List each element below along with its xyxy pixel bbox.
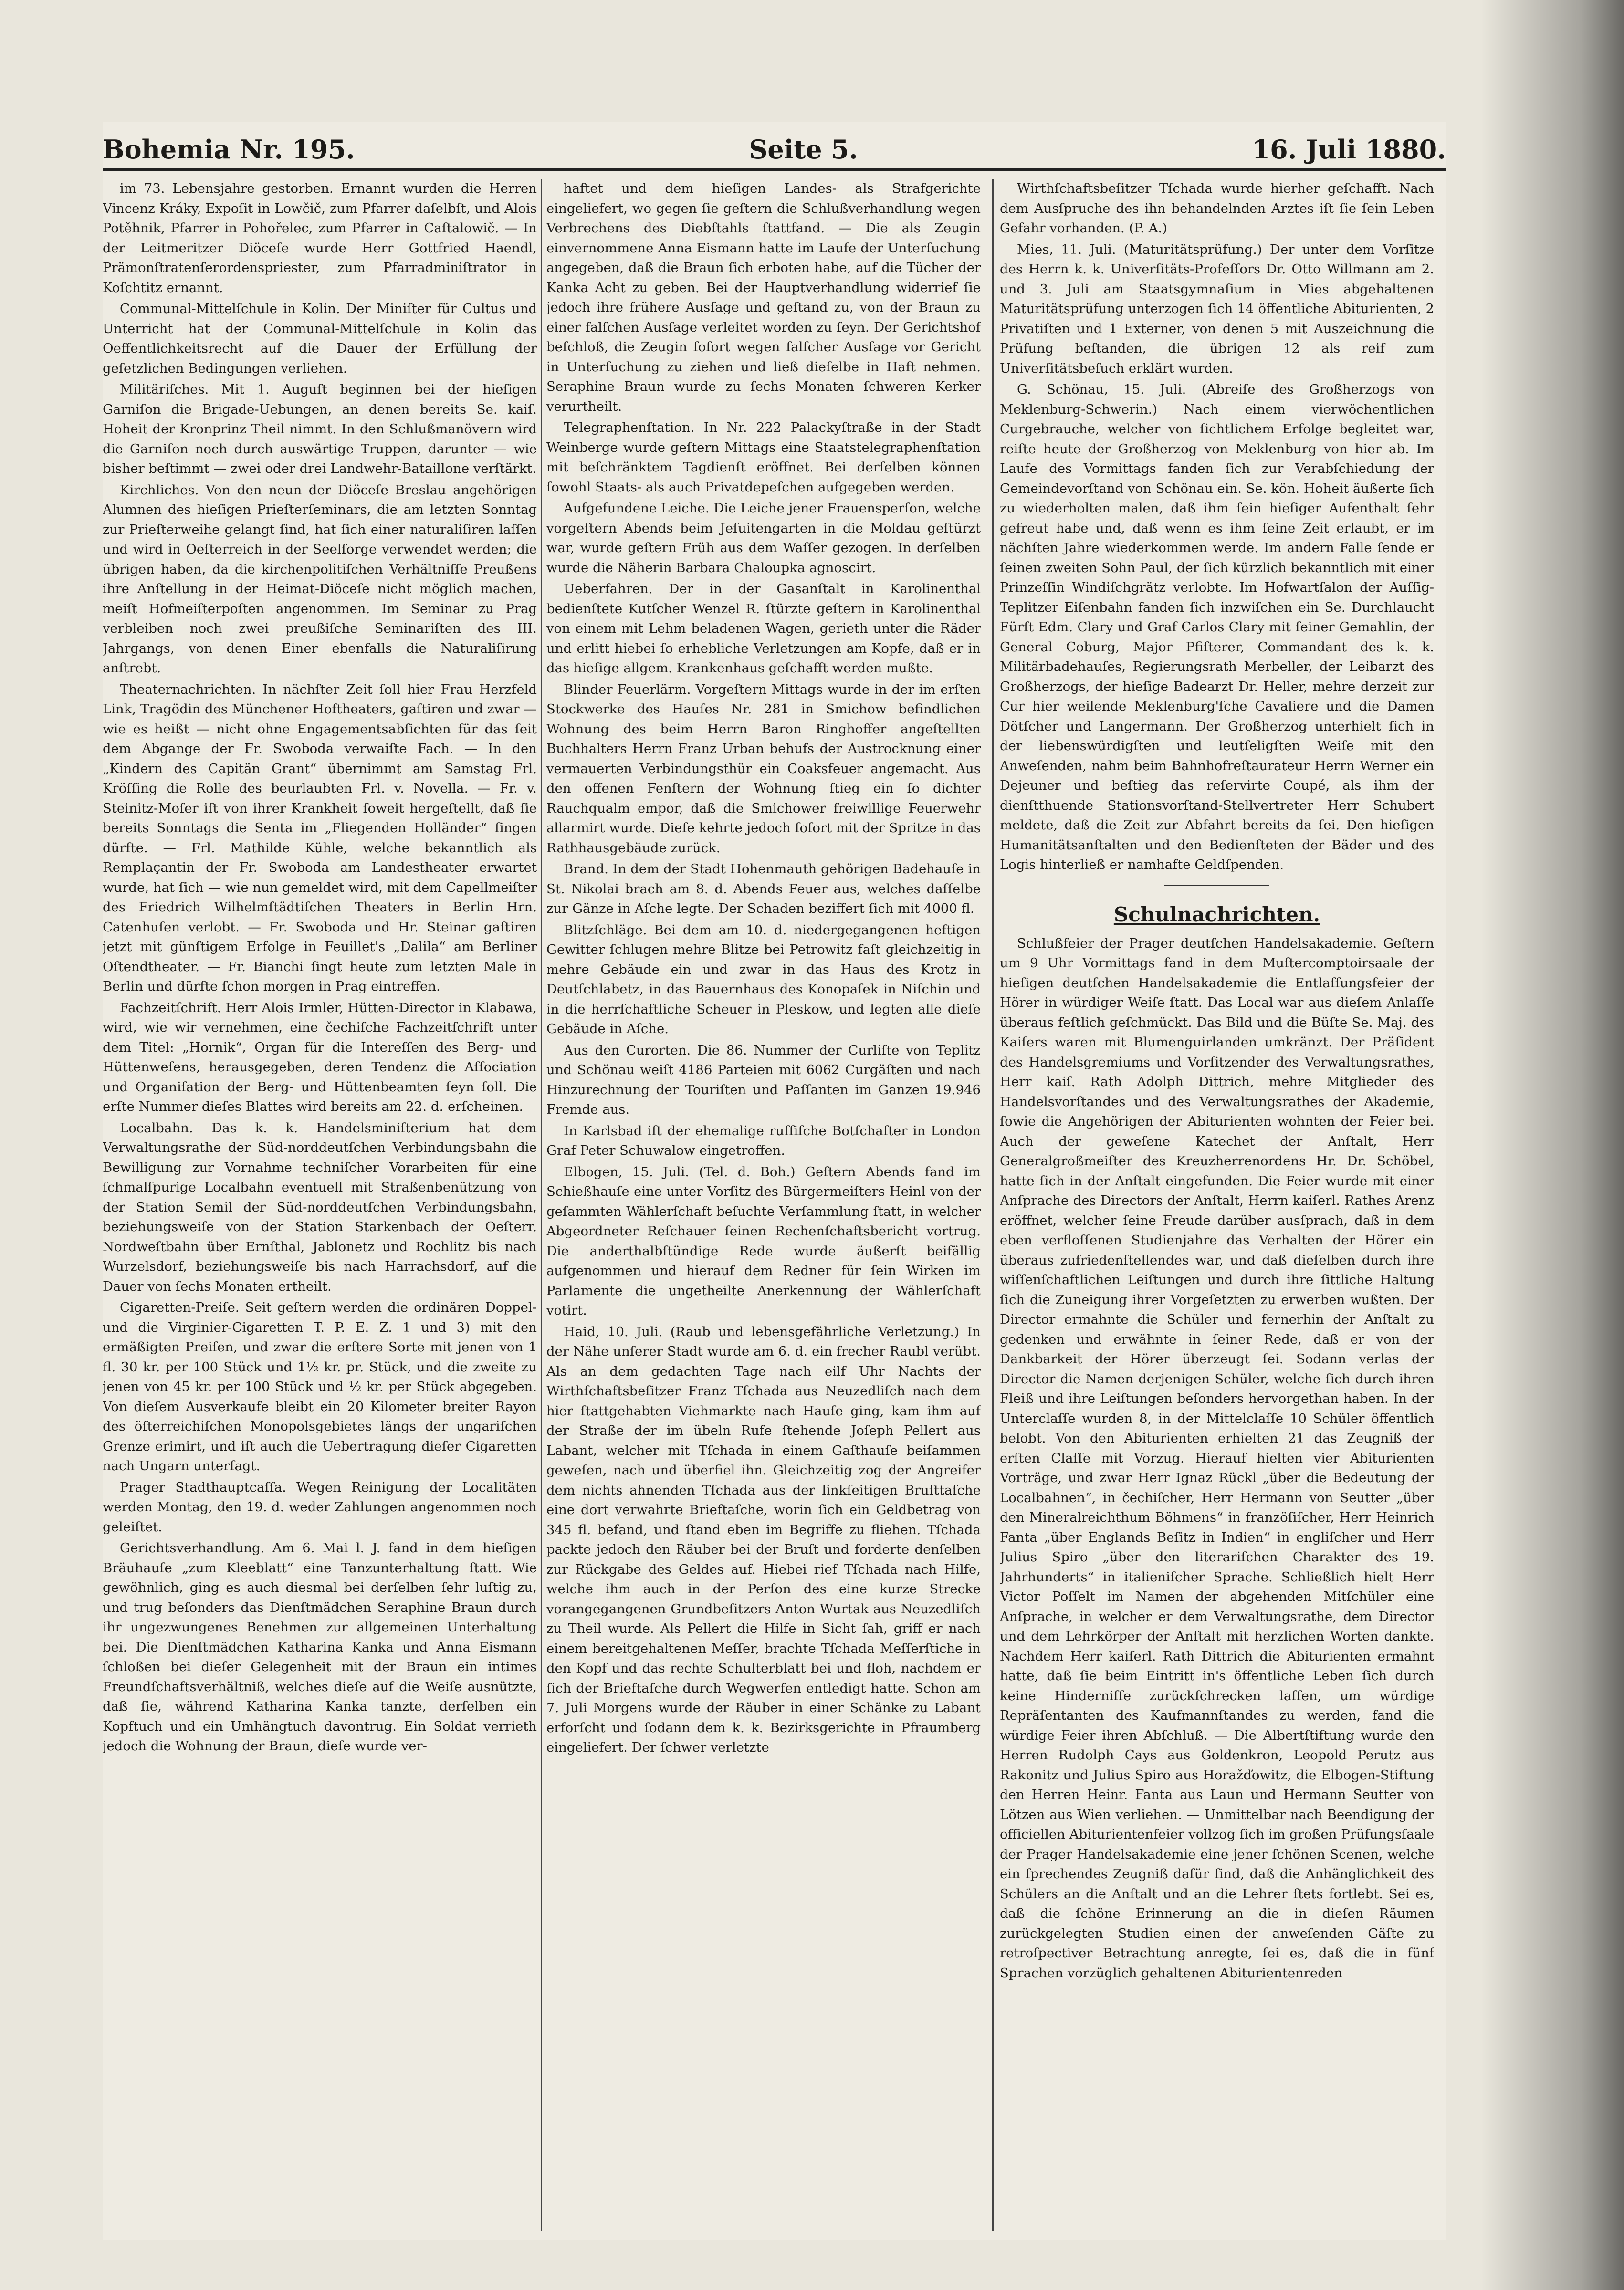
paper-issue: Bohemia Nr. 195. xyxy=(103,134,355,165)
article: In Karlsbad iſt der ehemalige ruſſiſche Botſchafter in London Graf Peter Schuwalow eingetroffen. xyxy=(546,1123,981,1158)
article: Kirchliches. Von den neun der Diöceſe Breslau angehörigen Alumnen des hieſigen Prieſterſeminars, die am letzten Sonntag zur Prieſterweihe gelangt ſind, hat ſich einer naturaliſiren laſſen und wird in Oeſterreich in der Seelſorge verwendet werden; die übrigen haben, da die kirchenpolitiſchen Verhältniſſe Preußens ihre Anſtellung in der Heimat-Diöceſe nicht möglich machen, meiſt Hofmeiſterpoſten angenommen. Im Seminar zu Prag verbleiben noch zwei preußiſche Seminariſten des III. Jahrgangs, von denen Einer ebenfalls die Naturaliſirung anſtrebt. xyxy=(103,482,537,676)
column-2 xyxy=(546,179,981,2231)
article: G. Schönau, 15. Juli. (Abreiſe des Großherzogs von Meklenburg-Schwerin.) Nach einem vierwöchentlichen Curgebrauche, welcher von ſichtlichem Erfolge begleitet war, reiſte heute der Großherzog von Meklenburg von hier ab. Im Laufe des Vormittags fanden ſich zur Verabſchiedung der Gemeindevorſtand von Schönau ein. Se. kön. Hoheit äußerte ſich zu wiederholten malen, daß ihm ſein hieſiger Aufenthalt ſehr gefreut habe und, daß wenn es ihm ſeine Zeit erlaubt, er im nächſten Jahre wiederkommen werde. Im andern Falle ſende er ſeinen zweiten Sohn Paul, der ſich kürzlich bekanntlich mit einer Prinzeſſin Windiſchgrätz verlobte. Im Hofwartſalon der Auſſig-Teplitzer Eiſenbahn fanden ſich inzwiſchen ein Se. Durchlaucht Fürſt Edm. Clary und Graf Carlos Clary mit ſeiner Gemahlin, der General Coburg, Major Pfiſterer, Commandant des k. k. Militärbadehauſes, Regierungsrath Merbeller, der Leibarzt des Großherzogs, der hieſige Badearzt Dr. Heller, mehre derzeit zur Cur hier weilende Meklenburg'ſche Cavaliere und die Damen Dötſcher und Langermann. Der Großherzog unterhielt ſich in der liebenswürdigſten und leutſeligſten Weiſe mit den Anweſenden, nahm beim Bahnhofreſtaurateur Herrn Werner ein Dejeuner und beſtieg das reſervirte Coupé, als ihm der dienſtthuende Stationsvorſtand-Stellvertreter Herr Schubert meldete, daß die Zeit zur Abfahrt bereits da ſei. Den hieſigen Humanitätsanſtalten und den Bedienſteten der Bäder und des Logis hinterließ er namhafte Geldſpenden. xyxy=(1000,382,1434,872)
page-number: Seite 5. xyxy=(749,134,858,165)
article: Fachzeitſchrift. Herr Alois Irmler, Hütten-Director in Klabawa, wird, wie wir vernehmen, eine čechiſche Fachzeitſchrift unter dem Titel: „Hornik“, Organ für die Intereſſen des Berg- und Hüttenweſens, herausgegeben, deren Tendenz die Aſſociation und Organiſation der Berg- und Hüttenbeamten ſeyn ſoll. Die erſte Nummer dieſes Blattes wird bereits am 22. d. erſcheinen. xyxy=(103,1000,537,1114)
article: Haid, 10. Juli. (Raub und lebensgefährliche Verletzung.) In der Nähe unſerer Stadt wurde am 6. d. ein frecher Raubl verübt. Als an dem gedachten Tage nach eilf Uhr Nachts der Wirthſchaftsbeſitzer Franz Tſchada aus Neuzedliſch nach dem hier ſtattgehabten Viehmarkte nach Hauſe ging, kam ihm auf der Straße der im übeln Rufe ſtehende Joſeph Pellert aus Labant, welcher mit Tſchada in einem Gaſthauſe beiſammen geweſen, nach und überfiel ihn. Gleichzeitig zog der Angreifer dem nichts ahnenden Tſchada aus der linkſeitigen Bruſttaſche eine dort verwahrte Brieftaſche, worin ſich ein Geldbetrag von 345 fl. befand, und ſtand eben im Begriffe zu fliehen. Tſchada packte jedoch den Räuber bei der Bruſt und forderte denſelben zur Rückgabe des Geldes auf. Hiebei rief Tſchada nach Hilfe, welche ihm auch in der Perſon des eine kurze Strecke vorangegangenen Grundbeſitzers Anton Wurtak aus Neuzedliſch zu Theil wurde. Als Pellert die Hilfe in Sicht ſah, griff er nach einem bereitgehaltenen Meſſer, brachte Tſchada Meſſerſtiche in den Kopf und das rechte Schulterblatt bei und floh, nachdem er ſich der Brieftaſche durch Wegwerfen entledigt hatte. Schon am 7. Juli Morgens wurde der Räuber in einer Schänke zu Labant erforſcht und ſodann dem k. k. Bezirksgerichte in Pfraumberg eingeliefert. Der ſchwer verletzte xyxy=(546,1324,981,1755)
article: haftet und dem hieſigen Landes- als Strafgerichte eingeliefert, wo gegen ſie geſtern die Schlußverhandlung wegen Verbrechens des Diebſtahls ſtattfand. — Die als Zeugin einvernommene Anna Eismann hatte im Laufe der Unterſuchung angegeben, daß die Braun ſich erboten habe, auf die Tücher der Kanka Acht zu geben. Bei der Hauptverhandlung widerrief ſie jedoch ihre frühere Ausſage und geſtand zu, von der Braun zu einer falſchen Ausſage verleitet worden zu ſeyn. Der Gerichtshof beſchloß, die Zeugin ſofort wegen falſcher Ausſage vor Gericht in Unterſuchung zu ziehen und ließ dieſelbe in Haft nehmen. Seraphine Braun wurde zu ſechs Monaten ſchweren Kerker verurtheilt. xyxy=(546,181,981,414)
separator-rule xyxy=(1164,885,1269,886)
article: Blitzſchläge. Bei dem am 10. d. niedergegangenen heftigen Gewitter ſchlugen mehre Blitze bei Petrowitz faſt gleichzeitig in mehre Gebäude ein und zwar in das Haus des Krotz in Deutſchlabetz, in das Bauernhaus des Konopaſek in Niſchin und in die herrſchaftliche Scheuer in Pleskow, und legten alle dieſe Gebäude in Aſche. xyxy=(546,922,981,1036)
article: Brand. In dem der Stadt Hohenmauth gehörigen Badehauſe in St. Nikolai brach am 8. d. Abends Feuer aus, welches daſſelbe zur Gänze in Aſche legte. Der Schaden beziffert ſich mit 4000 fl. xyxy=(546,861,981,916)
article: Elbogen, 15. Juli. (Tel. d. Boh.) Geſtern Abends fand im Schießhauſe eine unter Vorſitz des Bürgermeiſters Heinl von der geſammten Wählerſchaft beſuchte Verſammlung ſtatt, in welcher Abgeordneter Reſchauer ſeinen Rechenſchaftsbericht vortrug. Die anderthalbſtündige Rede wurde äußerſt beifällig aufgenommen und hierauf dem Redner für ſein Wirken im Parlamente die ungetheilte Anerkennung der Wählerſchaft votirt. xyxy=(546,1164,981,1318)
column-rule xyxy=(992,179,994,2231)
article: Prager Stadthauptcaſſa. Wegen Reinigung der Localitäten werden Montag, den 19. d. weder Zahlungen angenommen noch geleiſtet. xyxy=(103,1479,537,1535)
article: Ueberfahren. Der in der Gasanſtalt in Karolinenthal bedienſtete Kutſcher Wenzel R. ſtürzte geſtern in Karolinenthal von einem mit Lehm beladenen Wagen, gerieth unter die Räder und erlitt hiebei ſo erhebliche Verletzungen am Kopfe, daß er in das hieſige allgem. Krankenhaus geſchafft werden mußte. xyxy=(546,581,981,676)
article: Communal-Mittelſchule in Kolin. Der Miniſter für Cultus und Unterricht hat der Communal-Mittelſchule in Kolin das Oeffentlichkeitsrecht auf die Dauer der Erfüllung der geſetzlichen Bedingungen verliehen. xyxy=(103,301,537,376)
article: Theaternachrichten. In nächſter Zeit ſoll hier Frau Herzfeld Link, Tragödin des Münchener Hoftheaters, gaſtiren und zwar — wie es heißt — nicht ohne Engagementsabſichten für das ſeit dem Abgange der Fr. Swoboda verwaiſte Fach. — In den „Kindern des Capitän Grant“ übernimmt am Samstag Frl. Kröſſing die Rolle des beurlaubten Frl. v. Novella. — Fr. v. Steinitz-Moſer iſt von ihrer Krankheit ſoweit hergeſtellt, daß ſie bereits Sonntags die Senta im „Fliegenden Holländer“ ſingen dürfte. — Frl. Mathilde Kühle, welche bekanntlich als Remplaçantin der Fr. Swoboda am Landestheater erwartet wurde, hat ſich — wie nun gemeldet wird, mit dem Capellmeiſter des Friedrich Wilhelmſtädtiſchen Theaters in Berlin Hrn. Catenhuſen verlobt. — Fr. Swoboda und Hr. Steinar gaſtiren jetzt mit günſtigem Erfolge in Feuillet's „Dalila“ am Berliner Oſtendtheater. — Fr. Bianchi ſingt heute zum letzten Male in Berlin und dürfte ſchon morgen in Prag eintreffen. xyxy=(103,681,537,994)
newspaper-page xyxy=(103,122,1446,2240)
issue-date: 16. Juli 1880. xyxy=(1252,134,1446,165)
column-1 xyxy=(103,179,537,2231)
article: Gerichtsverhandlung. Am 6. Mai l. J. fand in dem hieſigen Bräuhauſe „zum Kleeblatt“ eine Tanzunterhaltung ſtatt. Wie gewöhnlich, ging es auch diesmal bei derſelben ſehr luſtig zu, und trug beſonders das Dienſtmädchen Seraphine Braun durch ihr ungezwungenes Benehmen zur allgemeinen Unterhaltung bei. Die Dienſtmädchen Katharina Kanka und Anna Eismann ſchloßen bei dieſer Gelegenheit mit der Braun ein intimes Freundſchaftsverhältniß, welches dieſe auf die Weiſe ausnützte, daß ſie, während Katharina Kanka tanzte, derſelben ein Kopftuch und ein Umhängtuch davontrug. Ein Soldat verrieth jedoch die Wohnung der Braun, dieſe wurde ver- xyxy=(103,1540,537,1754)
article: Blinder Feuerlärm. Vorgeſtern Mittags wurde in der im erſten Stockwerke des Hauſes Nr. 281 in Smichow befindlichen Wohnung des beim Herrn Baron Ringhoffer angeſtellten Buchhalters Herrn Franz Urban behufs der Austrocknung einer vermauerten Verbindungsthür ein Coaksfeuer angemacht. Aus den offenen Fenſtern der Wohnung ſtieg ein ſo dichter Rauchqualm empor, daß die Smichower freiwillige Feuerwehr allarmirt wurde. Dieſe kehrte jedoch ſofort mit der Spritze in das Rathhausgebäude zurück. xyxy=(546,681,981,856)
article: Militäriſches. Mit 1. Auguſt beginnen bei der hieſigen Garniſon die Brigade-Uebungen, an denen bereits Se. kaiſ. Hoheit der Kronprinz Theil nimmt. In den Schlußmanövern wird die Garniſon noch durch auswärtige Truppen, darunter — wie bisher beſtimmt — zwei oder drei Landwehr-Bataillone verſtärkt. xyxy=(103,382,537,476)
columns xyxy=(103,179,1446,2231)
scan-edge-shadow xyxy=(1481,0,1624,2290)
section-heading: Schulnachrichten. xyxy=(1113,902,1320,926)
article: Localbahn. Das k. k. Handelsminiſterium hat dem Verwaltungsrathe der Süd-norddeutſchen Verbindungsbahn die Bewilligung zur Vornahme techniſcher Vorarbeiten für eine ſchmalſpurige Localbahn eventuell mit Straßenbenützung von der Station Semil der Süd-norddeutſchen Verbindungsbahn, beziehungsweiſe von der Station Starkenbach der Oeſterr. Nordweſtbahn über Ernſthal, Jablonetz und Rochlitz bis nach Wurzelsdorf, beziehungsweiſe bis nach Harrachsdorf, auf die Dauer von ſechs Monaten ertheilt. xyxy=(103,1120,537,1294)
page-header xyxy=(103,122,1446,171)
article: Mies, 11. Juli. (Maturitätsprüfung.) Der unter dem Vorſitze des Herrn k. k. Univerſitäts-Profeſſors Dr. Otto Willmann am 2. und 3. Juli am Staatsgymnaſium in Mies abgehaltenen Maturitätsprüfung unterzogen ſich 14 öffentliche Abiturienten, 2 Privatiſten und 1 Externer, von denen 5 mit Auszeichnung die Prüfung beſtanden, die übrigen 12 als reif zum Univerſitätsbeſuch erklärt wurden. xyxy=(1000,241,1434,376)
article: Cigaretten-Preiſe. Seit geſtern werden die ordinären Doppel- und die Virginier-Cigaretten T. P. E. Z. 1 und 3) mit den ermäßigten Preiſen, und zwar die erſtere Sorte mit jenen von 1 fl. 30 kr. per 100 Stück und 1½ kr. pr. Stück, und die zweite zu jenen von 45 kr. per 100 Stück und ½ kr. per Stück abgegeben. Von dieſem Ausverkaufe bleibt ein 20 Kilometer breiter Rayon des öſterreichiſchen Monopolsgebietes längs der ungariſchen Grenze erimirt, und iſt auch die Uebertragung dieſer Cigaretten nach Ungarn unterſagt. xyxy=(103,1300,537,1474)
article: im 73. Lebensjahre gestorben. Ernannt wurden die Herren Vincenz Kráky, Expoſit in Lowčič, zum Pfarrer daſelbſt, und Alois Potěhnik, Pfarrer in Pohořelec, zum Pfarrer in Caſtalowič. — In der Leitmeritzer Diöceſe wurde Herr Gottfried Haendl, Prämonſtratenſerordenspriester, zum Pfarradminiſtrator in Koſchtitz ernannt. xyxy=(103,181,537,295)
column-rule xyxy=(541,179,542,2231)
article: Schlußfeier der Prager deutſchen Handelsakademie. Geſtern um 9 Uhr Vormittags fand in dem Muſtercomptoirsaale der hieſigen deutſchen Handelsakademie die Entlaſſungsfeier der Hörer in würdiger Weiſe ſtatt. Das Local war aus dieſem Anlaſſe überaus feſtlich geſchmückt. Das Bild und die Büſte Se. Maj. des Kaiſers waren mit Blumenguirlanden umkränzt. Der Präſident des Handelsgremiums und Vorſitzender des Verwaltungsrathes, Herr kaiſ. Rath Adolph Dittrich, mehre Mitglieder des Handelsvorſtandes und des Verwaltungsrathes der Akademie, ſowie die Angehörigen der Abiturienten wohnten der Feier bei. Auch der geweſene Katechet der Anſtalt, Herr Generalgroßmeiſter des Kreuzherrenordens Hr. Dr. Schöbel, hatte ſich in der Anſtalt eingefunden. Die Feier wurde mit einer Anſprache des Directors der Anſtalt, Herrn kaiſerl. Rathes Arenz eröffnet, welcher ſeine Freude darüber ausſprach, daß in dem eben verfloſſenen Studienjahre das Verhalten der Hörer ein überaus zufriedenſtellendes war, und daß dieſelben durch ihre wiſſenſchaftlichen Leiſtungen und durch ihre ſittliche Haltung ſich die Zuneigung ihrer Vorgeſetzten zu erwerben wußten. Der Director ermahnte die Schüler und fernerhin der Anſtalt zu gedenken und erwähnte in ſeiner Rede, daß er von der Dankbarkeit der Hörer überzeugt ſei. Sodann verlas der Director die Namen derjenigen Schüler, welche ſich durch ihren Fleiß und ihre Leiſtungen beſonders hervorgethan haben. In der Unterclaſſe wurden 8, in der Mittelclaſſe 10 Schüler öffentlich belobt. Von den Abiturienten erhielten 21 das Zeugniß der erſten Claſſe mit Vorzug. Hierauf hielten vier Abiturienten Vorträge, und zwar Herr Ignaz Rückl „über die Bedeutung der Localbahnen“, in čechiſcher, Herr Hermann von Seutter „über den Mineralreichthum Böhmens“ in franzöſiſcher, Herr Heinrich Fanta „über Englands Beſitz in Indien“ in engliſcher und Herr Julius Spiro „über den literariſchen Charakter des 19. Jahrhunderts“ in italieniſcher Sprache. Schließlich hielt Herr Victor Poſſelt im Namen der abgehenden Mitſchüler eine Anſprache, in welcher er dem Verwaltungsrathe, dem Director und dem Lehrkörper der Anſtalt mit herzlichen Worten dankte. Nachdem Herr kaiſerl. Rath Dittrich die Abiturienten ermahnt hatte, daß ſie beim Eintritt in's öffentliche Leben ſich durch keine Hinderniſſe zurückſchrecken laſſen, um würdige Repräſentanten des Kaufmannſtandes zu werden, fand die würdige Feier ihren Abſchluß. — Die Albertſtiftung wurde den Herren Rudolph Cays aus Goldenkron, Leopold Perutz aus Rakonitz und Julius Spiro aus Horažďowitz, die Elbogen-Stiftung den Herren Heinr. Fanta aus Laun und Hermann Seutter von Lötzen aus Wien verliehen. — Unmittelbar nach Beendigung der officiellen Abiturientenfeier vollzog ſich im großen Prüfungsſaale der Prager Handelsakademie eine jener ſchönen Scenen, welche ein ſprechendes Zeugniß dafür ſind, daß die Anhänglichkeit des Schülers an die Anſtalt und an die Lehrer ſtets fortlebt. Sei es, daß die ſchöne Erinnerung an die in dieſen Räumen zurückgelegten Studien einen der anweſenden Gäſte zu retroſpectiver Betrachtung anregte, ſei es, daß die in fünf Sprachen vorzüglich gehaltenen Abiturientenreden xyxy=(1000,935,1434,1981)
column-3 xyxy=(1000,179,1434,2231)
article: Aus den Curorten. Die 86. Nummer der Curliſte von Teplitz und Schönau weiſt 4186 Parteien mit 6062 Curgäſten und nach Hinzurechnung der Touriſten und Paſſanten im Ganzen 19.946 Fremde aus. xyxy=(546,1042,981,1117)
article: Telegraphenſtation. In Nr. 222 Palackyſtraße in der Stadt Weinberge wurde geſtern Mittags eine Staatstelegraphenſtation mit beſchränktem Tagdienſt eröffnet. Bei derſelben können ſowohl Staats- als auch Privatdepeſchen aufgegeben werden. xyxy=(546,420,981,495)
article: Aufgefundene Leiche. Die Leiche jener Frauensperſon, welche vorgeſtern Abends beim Jeſuitengarten in die Moldau geſtürzt war, wurde geſtern Früh aus dem Waſſer gezogen. In derſelben wurde die Näherin Barbara Chaloupka agnoscirt. xyxy=(546,501,981,575)
article: Wirthſchaftsbeſitzer Tſchada wurde hierher geſchafft. Nach dem Ausſpruche des ihn behandelnden Arztes iſt ſie ſein Leben Gefahr vorhanden. (P. A.) xyxy=(1000,181,1434,236)
